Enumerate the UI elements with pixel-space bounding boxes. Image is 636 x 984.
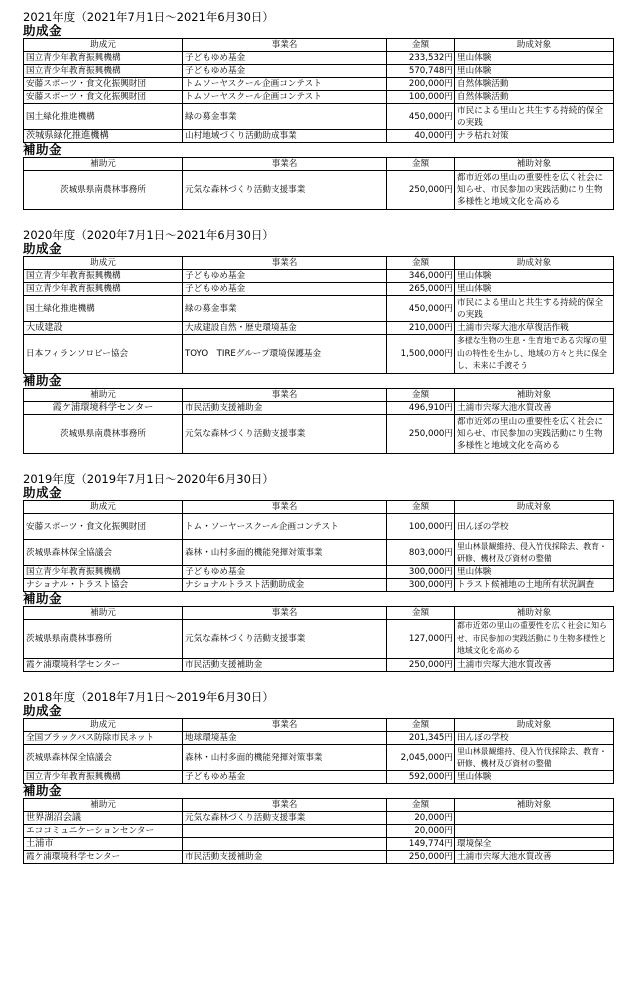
cell-source: 霞ケ浦環境科学センター xyxy=(24,851,183,864)
cell-amount: 570,748円 xyxy=(387,65,455,78)
col-header-project: 事業名 xyxy=(183,501,387,514)
grants-table xyxy=(23,38,614,143)
cell-source: 安藤スポーツ・食文化振興財団 xyxy=(24,78,183,91)
cell-source: 茨城県緑化推進機構 xyxy=(24,130,183,143)
col-header-target: 助成対象 xyxy=(455,501,614,514)
subsidies-table xyxy=(23,798,614,864)
grants-table xyxy=(23,718,614,784)
year-section-2021 xyxy=(0,10,636,210)
cell-amount: 127,000円 xyxy=(387,620,455,659)
cell-source: 国立青少年教育振興機構 xyxy=(24,65,183,78)
table-row xyxy=(24,322,614,335)
cell-project: 山村地域づくり活動助成事業 xyxy=(183,130,387,143)
col-header-project: 事業名 xyxy=(183,389,387,402)
cell-source: 日本フィランソロピー協会 xyxy=(24,335,183,374)
col-header-target: 補助対象 xyxy=(455,607,614,620)
cell-amount: 592,000円 xyxy=(387,771,455,784)
header-row xyxy=(24,719,614,732)
table-row xyxy=(24,579,614,592)
cell-source: 茨城県県南農林事務所 xyxy=(24,620,183,659)
cell-target xyxy=(455,825,614,838)
cell-source: 大成建設 xyxy=(24,322,183,335)
cell-target: 田んぼの学校 xyxy=(455,732,614,745)
cell-amount: 20,000円 xyxy=(387,812,455,825)
table-row xyxy=(24,335,614,374)
grants-title: 助成金 xyxy=(23,23,63,38)
cell-project: 子どもゆめ基金 xyxy=(183,566,387,579)
cell-target: 里山体験 xyxy=(455,65,614,78)
cell-amount: 1,500,000円 xyxy=(387,335,455,374)
subsidies-table xyxy=(23,606,614,672)
cell-source: 茨城県県南農林事務所 xyxy=(24,171,183,210)
col-header-source: 助成元 xyxy=(24,719,183,732)
header-row xyxy=(24,39,614,52)
col-header-amount: 金額 xyxy=(387,607,455,620)
table-row xyxy=(24,745,614,771)
col-header-target: 助成対象 xyxy=(455,39,614,52)
table-row xyxy=(24,825,614,838)
cell-source: 国立青少年教育振興機構 xyxy=(24,283,183,296)
col-header-target: 補助対象 xyxy=(455,389,614,402)
col-header-target: 助成対象 xyxy=(455,257,614,270)
cell-source: 全国ブラックバス防除市民ネット xyxy=(24,732,183,745)
year-section-2018 xyxy=(0,690,636,864)
grants-title: 助成金 xyxy=(23,241,63,256)
cell-amount: 265,000円 xyxy=(387,283,455,296)
table-row xyxy=(24,283,614,296)
col-header-amount: 金額 xyxy=(387,799,455,812)
cell-project: 子どもゆめ基金 xyxy=(183,52,387,65)
cell-source: 国立青少年教育振興機構 xyxy=(24,771,183,784)
header-row xyxy=(24,799,614,812)
cell-amount: 250,000円 xyxy=(387,171,455,210)
col-header-project: 事業名 xyxy=(183,257,387,270)
header-row xyxy=(24,607,614,620)
header-row xyxy=(24,501,614,514)
table-row xyxy=(24,566,614,579)
col-header-source: 助成元 xyxy=(24,257,183,270)
cell-project xyxy=(183,825,387,838)
cell-amount: 200,000円 xyxy=(387,78,455,91)
cell-target: 都市近郊の里山の重要性を広く社会に知らせ、市民参加の実践活動にり生物多様性と地域文化を高める xyxy=(455,620,614,659)
cell-amount: 250,000円 xyxy=(387,851,455,864)
subsidies-title: 補助金 xyxy=(23,783,63,798)
cell-source: 国土緑化推進機構 xyxy=(24,104,183,130)
cell-target: 自然体験活動 xyxy=(455,91,614,104)
cell-source: 国立青少年教育振興機構 xyxy=(24,52,183,65)
cell-source: 茨城県県南農林事務所 xyxy=(24,415,183,454)
col-header-source: 助成元 xyxy=(24,501,183,514)
cell-amount: 346,000円 xyxy=(387,270,455,283)
col-header-amount: 金額 xyxy=(387,39,455,52)
cell-target: 土浦市宍塚大池水質改善 xyxy=(455,402,614,415)
cell-amount: 450,000円 xyxy=(387,296,455,322)
cell-source: 国立青少年教育振興機構 xyxy=(24,270,183,283)
table-row xyxy=(24,659,614,672)
cell-project: 市民活動支援補助金 xyxy=(183,851,387,864)
cell-target xyxy=(455,812,614,825)
cell-amount: 233,532円 xyxy=(387,52,455,65)
cell-amount: 210,000円 xyxy=(387,322,455,335)
cell-amount: 803,000円 xyxy=(387,540,455,566)
cell-target: 土浦市宍塚大池水質改善 xyxy=(455,659,614,672)
cell-target: ナラ枯れ対策 xyxy=(455,130,614,143)
col-header-amount: 金額 xyxy=(387,501,455,514)
cell-project: 森林・山村多面的機能発揮対策事業 xyxy=(183,540,387,566)
cell-amount: 496,910円 xyxy=(387,402,455,415)
cell-project xyxy=(183,838,387,851)
year-section-2019 xyxy=(0,472,636,672)
cell-source: 世界湖沼会議 xyxy=(24,812,183,825)
cell-project: 元気な森林づくり活動支援事業 xyxy=(183,620,387,659)
col-header-amount: 金額 xyxy=(387,257,455,270)
cell-target: 里山林景観維持、侵入竹伐採除去、教育・研修、機材及び資材の整備 xyxy=(455,540,614,566)
year-heading: 2018年度（2018年7月1日～2019年6月30日） xyxy=(23,690,274,704)
col-header-amount: 金額 xyxy=(387,158,455,171)
year-heading: 2020年度（2020年7月1日～2021年6月30日） xyxy=(23,228,274,242)
header-row xyxy=(24,389,614,402)
cell-project: TOYO TIREグループ環境保護基金 xyxy=(183,335,387,374)
cell-source: ナショナル・トラスト協会 xyxy=(24,579,183,592)
cell-project: トム・ソーヤースクール企画コンテスト xyxy=(183,514,387,540)
cell-source: エココミュニケーションセンター xyxy=(24,825,183,838)
col-header-source: 助成元 xyxy=(24,39,183,52)
grants-title: 助成金 xyxy=(23,485,63,500)
cell-project: 大成建設自然・歴史環境基金 xyxy=(183,322,387,335)
cell-target: 土浦市宍塚大池水草復活作戦 xyxy=(455,322,614,335)
col-header-source: 補助元 xyxy=(24,799,183,812)
cell-project: 元気な森林づくり活動支援事業 xyxy=(183,812,387,825)
cell-project: 森林・山村多面的機能発揮対策事業 xyxy=(183,745,387,771)
cell-amount: 20,000円 xyxy=(387,825,455,838)
table-row xyxy=(24,130,614,143)
cell-amount: 450,000円 xyxy=(387,104,455,130)
table-row xyxy=(24,540,614,566)
cell-target: 自然体験活動 xyxy=(455,78,614,91)
cell-amount: 201,345円 xyxy=(387,732,455,745)
cell-amount: 100,000円 xyxy=(387,91,455,104)
table-row xyxy=(24,620,614,659)
cell-project: 市民活動支援補助金 xyxy=(183,659,387,672)
subsidies-title: 補助金 xyxy=(23,591,63,606)
cell-project: 子どもゆめ基金 xyxy=(183,65,387,78)
cell-amount: 300,000円 xyxy=(387,566,455,579)
table-row xyxy=(24,296,614,322)
col-header-target: 補助対象 xyxy=(455,799,614,812)
subsidies-title: 補助金 xyxy=(23,142,63,157)
cell-amount: 2,045,000円 xyxy=(387,745,455,771)
cell-project: トムソーヤスクール企画コンテスト xyxy=(183,91,387,104)
cell-amount: 100,000円 xyxy=(387,514,455,540)
cell-target: 里山体験 xyxy=(455,771,614,784)
table-row xyxy=(24,514,614,540)
table-row xyxy=(24,771,614,784)
cell-target: 市民による里山と共生する持続的保全の実践 xyxy=(455,104,614,130)
cell-target: トラスト候補地の土地所有状況調査 xyxy=(455,579,614,592)
cell-source: 安藤スポーツ・食文化振興財団 xyxy=(24,91,183,104)
grants-table xyxy=(23,256,614,374)
cell-project: 地球環境基金 xyxy=(183,732,387,745)
cell-source: 国土緑化推進機構 xyxy=(24,296,183,322)
cell-project: 子どもゆめ基金 xyxy=(183,771,387,784)
table-row xyxy=(24,91,614,104)
cell-amount: 40,000円 xyxy=(387,130,455,143)
cell-amount: 149,774円 xyxy=(387,838,455,851)
cell-project: トムソーヤスクール企画コンテスト xyxy=(183,78,387,91)
cell-project: ナショナルトラスト活動助成金 xyxy=(183,579,387,592)
col-header-source: 補助元 xyxy=(24,389,183,402)
cell-source: 茨城県森林保全協議会 xyxy=(24,540,183,566)
cell-project: 緑の募金事業 xyxy=(183,104,387,130)
table-row xyxy=(24,402,614,415)
col-header-source: 補助元 xyxy=(24,607,183,620)
cell-target: 里山体験 xyxy=(455,270,614,283)
table-row xyxy=(24,812,614,825)
subsidies-table xyxy=(23,157,614,210)
subsidies-title: 補助金 xyxy=(23,373,63,388)
header-row xyxy=(24,158,614,171)
cell-target: 都市近郊の里山の重要性を広く社会に知らせ、市民参加の実践活動にり生物多様性と地域文化を高める xyxy=(455,171,614,210)
table-row xyxy=(24,171,614,210)
cell-source: 霞ケ浦環境科学センター xyxy=(24,402,183,415)
cell-target: 都市近郊の里山の重要性を広く社会に知らせ、市民参加の実践活動にり生物多様性と地域文化を高める xyxy=(455,415,614,454)
cell-target: 里山林景観維持、侵入竹伐採除去、教育・研修、機材及び資材の整備 xyxy=(455,745,614,771)
table-row xyxy=(24,78,614,91)
table-row xyxy=(24,104,614,130)
col-header-project: 事業名 xyxy=(183,39,387,52)
col-header-project: 事業名 xyxy=(183,158,387,171)
cell-project: 市民活動支援補助金 xyxy=(183,402,387,415)
cell-target: 土浦市宍塚大池水質改善 xyxy=(455,851,614,864)
cell-source: 国立青少年教育振興機構 xyxy=(24,566,183,579)
cell-target: 里山体験 xyxy=(455,283,614,296)
cell-target: 里山体験 xyxy=(455,566,614,579)
cell-source: 土浦市 xyxy=(24,838,183,851)
cell-project: 元気な森林づくり活動支援事業 xyxy=(183,171,387,210)
col-header-amount: 金額 xyxy=(387,389,455,402)
grants-table xyxy=(23,500,614,592)
table-row xyxy=(24,65,614,78)
table-row xyxy=(24,732,614,745)
table-row xyxy=(24,52,614,65)
year-heading: 2019年度（2019年7月1日～2020年6月30日） xyxy=(23,472,274,486)
grants-title: 助成金 xyxy=(23,703,63,718)
col-header-amount: 金額 xyxy=(387,719,455,732)
cell-amount: 250,000円 xyxy=(387,415,455,454)
col-header-target: 助成対象 xyxy=(455,719,614,732)
cell-project: 緑の募金事業 xyxy=(183,296,387,322)
subsidies-table xyxy=(23,388,614,454)
col-header-project: 事業名 xyxy=(183,607,387,620)
table-row xyxy=(24,838,614,851)
table-row xyxy=(24,270,614,283)
col-header-source: 補助元 xyxy=(24,158,183,171)
year-section-2020 xyxy=(0,228,636,454)
cell-target: 田んぼの学校 xyxy=(455,514,614,540)
cell-target: 多様な生物の生息・生育地である宍塚の里山の特性を生かし、地域の方々と共に保全し、未来に手渡そう xyxy=(455,335,614,374)
col-header-target: 補助対象 xyxy=(455,158,614,171)
table-row xyxy=(24,851,614,864)
cell-project: 元気な森林づくり活動支援事業 xyxy=(183,415,387,454)
cell-target: 環境保全 xyxy=(455,838,614,851)
cell-source: 安藤スポーツ・食文化振興財団 xyxy=(24,514,183,540)
cell-source: 霞ケ浦環境科学センター xyxy=(24,659,183,672)
cell-source: 茨城県森林保全協議会 xyxy=(24,745,183,771)
cell-amount: 250,000円 xyxy=(387,659,455,672)
table-row xyxy=(24,415,614,454)
cell-project: 子どもゆめ基金 xyxy=(183,270,387,283)
header-row xyxy=(24,257,614,270)
year-heading: 2021年度（2021年7月1日～2021年6月30日） xyxy=(23,10,274,24)
cell-target: 里山体験 xyxy=(455,52,614,65)
col-header-project: 事業名 xyxy=(183,799,387,812)
cell-amount: 300,000円 xyxy=(387,579,455,592)
col-header-project: 事業名 xyxy=(183,719,387,732)
cell-target: 市民による里山と共生する持続的保全の実践 xyxy=(455,296,614,322)
cell-project: 子どもゆめ基金 xyxy=(183,283,387,296)
